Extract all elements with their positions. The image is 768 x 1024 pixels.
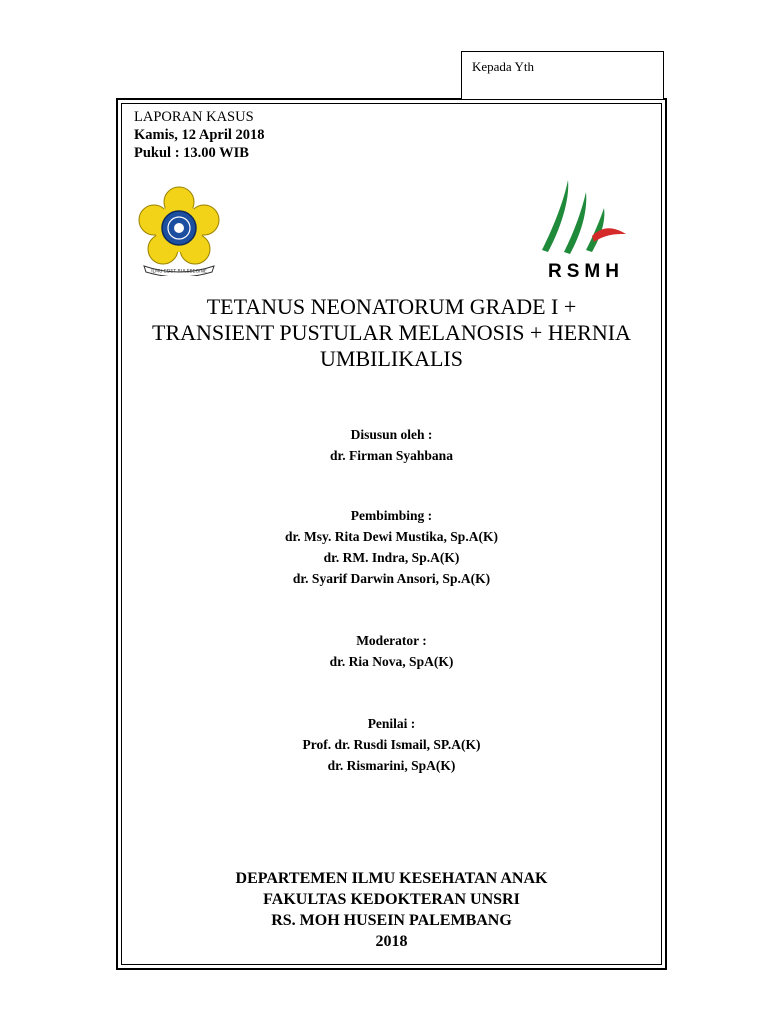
footer-department: DEPARTEMEN ILMU KESEHATAN ANAK (235, 870, 548, 887)
rsmh-logo (534, 178, 638, 282)
author-section (121, 424, 662, 466)
emblem-ribbon-text: ILMU EDET BULEBEGINE (151, 269, 207, 275)
supervisor-name: dr. Syarif Darwin Ansori, Sp.A(K) (292, 571, 491, 586)
footer-faculty: FAKULTAS KEDOKTERAN UNSRI (263, 891, 520, 908)
assessors-label: Penilai : (367, 716, 416, 731)
report-title (121, 294, 662, 372)
author-label: Disusun oleh : (350, 427, 433, 442)
report-header (134, 108, 265, 162)
assessor-name: Prof. dr. Rusdi Ismail, SP.A(K) (302, 737, 481, 752)
supervisors-section (121, 505, 662, 589)
moderator-label: Moderator : (356, 633, 427, 648)
supervisors-label: Pembimbing : (350, 508, 433, 523)
unsri-emblem-logo (136, 186, 222, 276)
supervisor-name: dr. RM. Indra, Sp.A(K) (323, 550, 460, 565)
supervisor-name: dr. Msy. Rita Dewi Mustika, Sp.A(K) (285, 529, 498, 544)
report-type: LAPORAN KASUS (134, 109, 254, 125)
title-line-1: TETANUS NEONATORUM GRADE I + (206, 294, 577, 319)
rsmh-leaf-1-icon (542, 180, 568, 252)
institution-footer (121, 868, 662, 952)
assessor-name: dr. Rismarini, SpA(K) (327, 758, 456, 773)
rsmh-logo-text: RSMH (548, 261, 624, 282)
report-time: Pukul : 13.00 WIB (134, 145, 249, 161)
footer-hospital: RS. MOH HUSEIN PALEMBANG (271, 912, 512, 929)
title-line-3: UMBILIKALIS (320, 346, 463, 371)
assessors-section (121, 713, 662, 776)
title-line-2: TRANSIENT PUSTULAR MELANOSIS + HERNIA (152, 320, 631, 345)
report-date: Kamis, 12 April 2018 (134, 127, 265, 143)
moderator-name: dr. Ria Nova, SpA(K) (329, 654, 454, 669)
recipient-box (461, 51, 664, 100)
author-name: dr. Firman Syahbana (330, 448, 453, 463)
moderator-section (121, 630, 662, 672)
recipient-label: Kepada Yth (472, 59, 534, 74)
rsmh-leaf-2-icon (564, 192, 586, 254)
footer-year: 2018 (375, 933, 408, 950)
